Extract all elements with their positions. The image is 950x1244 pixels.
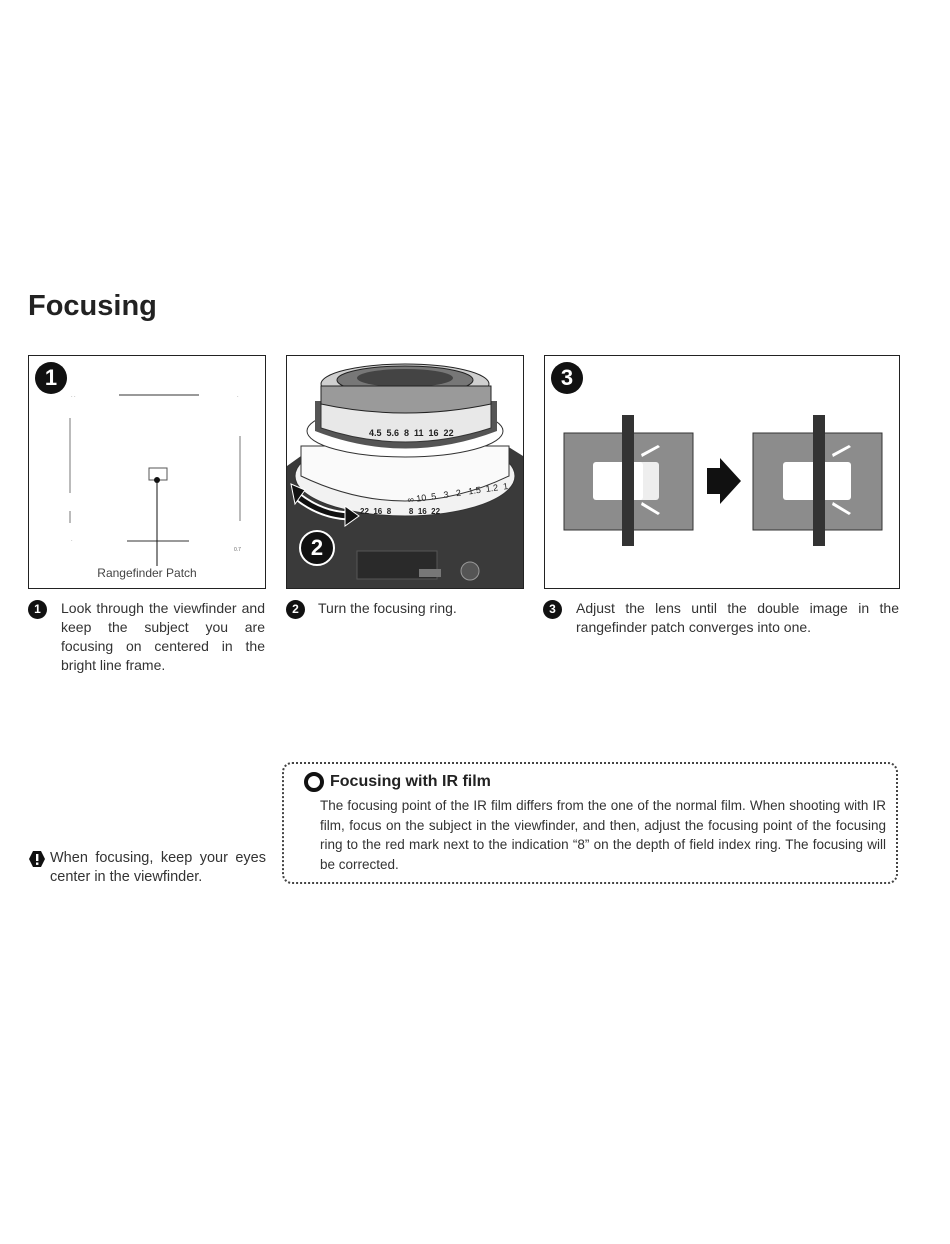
note-bullet-icon [304,772,324,792]
svg-text:·: · [71,538,73,544]
page-title: Focusing [28,290,157,322]
viewfinder-illustration [28,355,266,589]
warning-text: When focusing, keep your eyes center in the viewfinder. [50,850,266,885]
step-number-badge: 2 [286,600,305,619]
note-title: Focusing with IR film [330,773,491,790]
rangefinder-patch-label: Rangefinder Patch [97,566,197,580]
svg-text:0.7: 0.7 [234,547,241,553]
step-text: Turn the focusing ring. [318,600,457,616]
rangefinder-patch-drawing [545,356,899,588]
step-1-badge: 1 [35,362,67,394]
step-number-badge: 1 [28,600,47,619]
step-number-badge: 3 [543,600,562,619]
viewfinder-frame-drawing [29,356,265,588]
note-heading [304,772,491,792]
step-text: Look through the viewfinder and keep the subject you are focusing on centered in the bright line frame. [61,600,265,673]
step-2-caption [286,599,522,618]
svg-text:· ·: · · [71,394,76,400]
distance-scale: ∞ 10 5 3 2 1.5 1.2 1 [406,480,509,506]
caution-icon [28,850,46,868]
aperture-scale: 4.5 5.6 8 11 16 22 [369,428,454,438]
step-text: Adjust the lens until the double image in the rangefinder patch converges into one. [576,600,899,635]
ir-film-note [282,762,898,884]
note-body: The focusing point of the IR film differs from the one of the normal film. When shooting with IR film, focus on the subject in the viewfinder, and then, adjust the focusing point of the focusing ring to the red mark next to the indication “8” on the depth of field index ring. The focusing will be corrected. [320,798,886,872]
step-2-badge: 2 [299,530,335,566]
svg-text:·: · [237,394,239,400]
warning-note [28,849,266,887]
focusing-ring-illustration [286,355,524,589]
step-3-badge: 3 [551,362,583,394]
double-image-illustration [544,355,900,589]
depth-of-field-scale: 22 16 8 8 16 22 [360,507,441,516]
step-1-caption [28,599,265,675]
step-3-caption [543,599,899,637]
